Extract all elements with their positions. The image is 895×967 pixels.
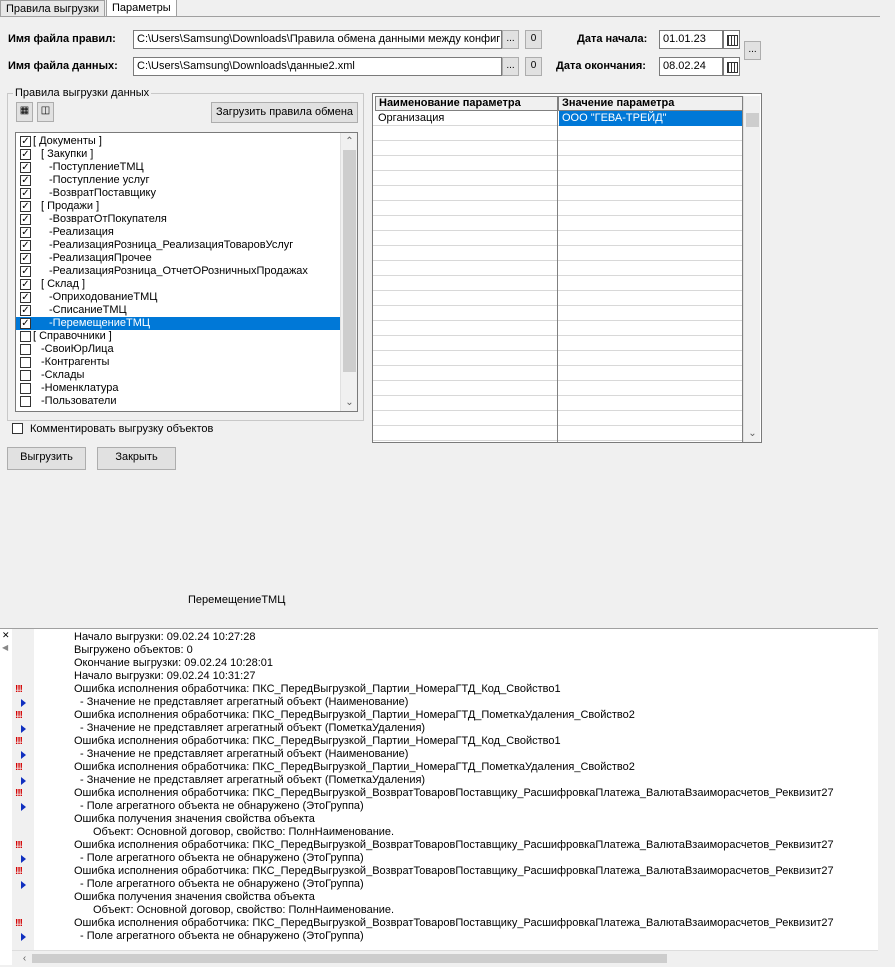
load-rules-button[interactable]: Загрузить правила обмена — [211, 102, 358, 123]
tree-item[interactable] — [16, 356, 341, 369]
grid-row[interactable] — [373, 351, 743, 366]
error-icon: !!! — [15, 866, 22, 877]
tree-item-label: -СписаниеТМЦ — [49, 304, 127, 316]
scroll-down-icon[interactable]: ⌄ — [345, 397, 354, 408]
tree-item-label: -ВозвратПоставщику — [49, 187, 156, 199]
tree-item-checkbox[interactable]: ✓ — [21, 253, 30, 264]
tree-item[interactable] — [16, 369, 341, 382]
tree-item[interactable] — [16, 174, 341, 187]
tree-item-label: -Пользователи — [41, 395, 117, 407]
tree-item-label: [ Закупки ] — [41, 148, 94, 160]
tree-item-label: -ВозвратОтПокупателя — [49, 213, 167, 225]
rules-file-open-button[interactable]: 0 — [525, 30, 542, 49]
parameters-grid[interactable] — [372, 93, 762, 443]
tree-item-checkbox[interactable]: ✓ — [21, 201, 30, 212]
log-line: Объект: Основной договор, свойство: ПолнНаименование. — [93, 826, 395, 838]
tree-item[interactable] — [16, 200, 341, 213]
end-date-label: Дата окончания: — [556, 60, 646, 72]
tree-item[interactable] — [16, 382, 341, 395]
tree-item-label: -СвоиЮрЛица — [41, 343, 114, 355]
message-log[interactable] — [0, 628, 878, 965]
tree-item-checkbox[interactable] — [20, 396, 31, 407]
error-icon: !!! — [15, 918, 22, 929]
data-file-browse-button[interactable]: ... — [502, 57, 519, 76]
log-line: - Поле агрегатного объекта не обнаружено (ЭтоГруппа) — [80, 852, 364, 864]
scroll-left-icon[interactable]: ‹ — [22, 953, 27, 964]
tab-export-rules[interactable]: Правила выгрузки — [0, 0, 105, 17]
log-line: - Поле агрегатного объекта не обнаружено (ЭтоГруппа) — [80, 930, 364, 942]
uncheck-all-icon[interactable]: ◫ — [37, 102, 54, 122]
log-line: - Поле агрегатного объекта не обнаружено (ЭтоГруппа) — [80, 800, 364, 812]
tree-item-label: [ Справочники ] — [33, 330, 112, 342]
log-collapse-icon[interactable]: ◀ — [2, 643, 9, 652]
tree-item-checkbox[interactable]: ✓ — [21, 227, 30, 238]
tree-item[interactable] — [16, 161, 341, 174]
log-line: Ошибка исполнения обработчика: ПКС_ПередВыгрузкой_ВозвратТоваровПоставщику_РасшифровкаПлатежа_ВалютаВзаиморасчетов_Реквизит27 — [74, 787, 834, 799]
tree-item-checkbox[interactable]: ✓ — [21, 318, 30, 329]
grid-scroll-thumb[interactable] — [746, 113, 759, 127]
tree-item-label: [ Склад ] — [41, 278, 86, 290]
detail-arrow-icon — [21, 699, 26, 707]
tree-item-checkbox[interactable]: ✓ — [21, 214, 30, 225]
data-file-input[interactable]: C:\Users\Samsung\Downloads\данные2.xml — [133, 57, 502, 76]
rules-group-title: Правила выгрузки данных — [15, 87, 150, 99]
tree-item[interactable] — [16, 304, 341, 317]
export-button[interactable]: Выгрузить — [7, 447, 86, 470]
tree-item[interactable] — [16, 343, 341, 356]
tree-item-label: -РеализацияРозница_ОтчетОРозничныхПродажах — [49, 265, 308, 277]
comment-export-checkbox[interactable] — [12, 423, 23, 434]
tree-item[interactable] — [16, 330, 341, 343]
tree-item[interactable] — [16, 395, 341, 408]
tree-item-label: -ОприходованиеТМЦ — [49, 291, 158, 303]
rules-file-browse-button[interactable]: ... — [502, 30, 519, 49]
grid-row[interactable] — [373, 171, 743, 186]
grid-row[interactable] — [373, 186, 743, 201]
close-button[interactable]: Закрыть — [97, 447, 176, 470]
log-line: Ошибка получения значения свойства объекта — [74, 813, 315, 825]
grid-row[interactable] — [373, 216, 743, 231]
grid-row[interactable] — [373, 156, 743, 171]
tree-item-checkbox[interactable]: ✓ — [21, 136, 30, 147]
error-icon: !!! — [15, 736, 22, 747]
check-all-icon[interactable]: ▦ — [16, 102, 33, 122]
rules-tree[interactable] — [15, 132, 358, 412]
tree-item[interactable] — [16, 265, 341, 278]
status-text: ПеремещениеТМЦ — [188, 594, 286, 606]
detail-arrow-icon — [21, 751, 26, 759]
tree-item-checkbox[interactable]: ✓ — [21, 162, 30, 173]
tree-item-label: -РеализацияПрочее — [49, 252, 152, 264]
tree-item-checkbox[interactable] — [20, 383, 31, 394]
tree-item-checkbox[interactable] — [20, 344, 31, 355]
tree-item[interactable] — [16, 291, 341, 304]
grid-row[interactable] — [373, 291, 743, 306]
detail-arrow-icon — [21, 933, 26, 941]
tree-item[interactable] — [16, 148, 341, 161]
log-line: - Значение не представляет агрегатный объект (ПометкаУдаления) — [80, 722, 426, 734]
grid-row[interactable] — [373, 336, 743, 351]
tree-item-label: -ПеремещениеТМЦ — [49, 317, 151, 329]
grid-row[interactable] — [373, 426, 743, 441]
tree-item-checkbox[interactable]: ✓ — [21, 149, 30, 160]
tree-item-label: -Склады — [41, 369, 85, 381]
data-file-label: Имя файла данных: — [8, 60, 118, 72]
log-horizontal-scrollbar[interactable] — [12, 950, 878, 965]
log-close-icon[interactable]: ✕ — [2, 630, 10, 640]
tree-item[interactable] — [16, 317, 341, 330]
grid-row[interactable] — [373, 276, 743, 291]
grid-row[interactable] — [373, 366, 743, 381]
tree-item-checkbox[interactable]: ✓ — [21, 266, 30, 277]
grid-row[interactable] — [373, 321, 743, 336]
error-icon: !!! — [15, 710, 22, 721]
grid-scrollbar[interactable] — [743, 96, 760, 442]
tree-item-checkbox[interactable]: ✓ — [21, 240, 30, 251]
tab-divider — [0, 16, 880, 17]
tree-scroll-thumb[interactable] — [343, 150, 356, 372]
tree-item-label: -Номенклатура — [41, 382, 119, 394]
grid-row[interactable] — [373, 396, 743, 411]
grid-row[interactable] — [373, 261, 743, 276]
log-line: - Значение не представляет агрегатный объект (ПометкаУдаления) — [80, 774, 426, 786]
grid-row[interactable] — [373, 306, 743, 321]
param-name-header[interactable]: Наименование параметра — [375, 96, 558, 111]
detail-arrow-icon — [21, 881, 26, 889]
log-line: - Значение не представляет агрегатный объект (Наименование) — [80, 696, 409, 708]
scroll-down-icon[interactable]: ⌄ — [748, 428, 757, 439]
tree-item-checkbox[interactable] — [20, 357, 31, 368]
rules-file-input[interactable]: C:\Users\Samsung\Downloads\Правила обмена данными между конфиг — [133, 30, 502, 49]
grid-row[interactable] — [373, 411, 743, 426]
param-name-cell[interactable]: Организация — [378, 112, 445, 124]
end-date-input[interactable]: 08.02.24 — [659, 57, 723, 76]
tree-item-label: -ПоступлениеТМЦ — [49, 161, 144, 173]
grid-row[interactable] — [373, 111, 743, 126]
tree-item-label: [ Продажи ] — [41, 200, 100, 212]
grid-row[interactable] — [373, 126, 743, 141]
tree-item[interactable] — [16, 226, 341, 239]
end-date-calendar-icon[interactable] — [723, 57, 740, 76]
detail-arrow-icon — [21, 855, 26, 863]
tree-item-checkbox[interactable]: ✓ — [21, 279, 30, 290]
grid-row[interactable] — [373, 231, 743, 246]
log-line: Начало выгрузки: 09.02.24 10:27:28 — [74, 631, 256, 643]
log-line: Окончание выгрузки: 09.02.24 10:28:01 — [74, 657, 273, 669]
tree-item-checkbox[interactable]: ✓ — [21, 305, 30, 316]
start-date-label: Дата начала: — [577, 33, 648, 45]
tree-item[interactable] — [16, 278, 341, 291]
detail-arrow-icon — [21, 777, 26, 785]
tree-item-checkbox[interactable]: ✓ — [21, 175, 30, 186]
start-date-calendar-icon[interactable] — [723, 30, 740, 49]
tree-scrollbar[interactable] — [340, 133, 357, 411]
tree-item-label: -Реализация — [49, 226, 114, 238]
tree-item[interactable] — [16, 135, 341, 148]
log-line: Ошибка исполнения обработчика: ПКС_ПередВыгрузкой_Партии_НомераГТД_Код_Свойство1 — [74, 683, 561, 695]
tree-item-label: -РеализацияРозница_РеализацияТоваровУслуг — [49, 239, 294, 251]
error-icon: !!! — [15, 684, 22, 695]
start-date-input[interactable]: 01.01.23 — [659, 30, 723, 49]
tree-item[interactable] — [16, 252, 341, 265]
log-line: - Значение не представляет агрегатный объект (Наименование) — [80, 748, 409, 760]
tree-item-label: -Контрагенты — [41, 356, 110, 368]
log-scroll-thumb[interactable] — [32, 954, 667, 963]
rules-file-label: Имя файла правил: — [8, 33, 116, 45]
log-line: - Поле агрегатного объекта не обнаружено (ЭтоГруппа) — [80, 878, 364, 890]
error-icon: !!! — [15, 788, 22, 799]
param-value-cell[interactable]: ООО "ГЕВА-ТРЕЙД" — [559, 111, 742, 126]
detail-arrow-icon — [21, 725, 26, 733]
tree-item-checkbox[interactable]: ✓ — [21, 188, 30, 199]
tree-item-checkbox[interactable] — [20, 331, 31, 342]
period-button[interactable]: ... — [744, 41, 761, 60]
log-line: Ошибка получения значения свойства объекта — [74, 891, 315, 903]
log-line: Ошибка исполнения обработчика: ПКС_ПередВыгрузкой_ВозвратТоваровПоставщику_РасшифровкаПлатежа_ВалютаВзаиморасчетов_Реквизит27 — [74, 917, 834, 929]
log-line: Объект: Основной договор, свойство: ПолнНаименование. — [93, 904, 395, 916]
log-line: Ошибка исполнения обработчика: ПКС_ПередВыгрузкой_Партии_НомераГТД_ПометкаУдаления_Свойство2 — [74, 709, 635, 721]
log-line: Начало выгрузки: 09.02.24 10:31:27 — [74, 670, 256, 682]
grid-row[interactable] — [373, 201, 743, 216]
tree-item-label: -Поступление услуг — [49, 174, 150, 186]
detail-arrow-icon — [21, 803, 26, 811]
grid-row[interactable] — [373, 381, 743, 396]
param-value-header[interactable]: Значение параметра — [558, 96, 743, 111]
error-icon: !!! — [15, 762, 22, 773]
data-file-open-button[interactable]: 0 — [525, 57, 542, 76]
log-line: Ошибка исполнения обработчика: ПКС_ПередВыгрузкой_ВозвратТоваровПоставщику_РасшифровкаПлатежа_ВалютаВзаиморасчетов_Реквизит27 — [74, 865, 834, 877]
tree-item[interactable] — [16, 187, 341, 200]
scroll-up-icon[interactable]: ⌃ — [345, 136, 354, 147]
log-line: Ошибка исполнения обработчика: ПКС_ПередВыгрузкой_ВозвратТоваровПоставщику_РасшифровкаПлатежа_ВалютаВзаиморасчетов_Реквизит27 — [74, 839, 834, 851]
tree-item[interactable] — [16, 213, 341, 226]
log-line: Ошибка исполнения обработчика: ПКС_ПередВыгрузкой_Партии_НомераГТД_ПометкаУдаления_Свойство2 — [74, 761, 635, 773]
grid-column-divider — [557, 111, 558, 443]
log-line: Ошибка исполнения обработчика: ПКС_ПередВыгрузкой_Партии_НомераГТД_Код_Свойство1 — [74, 735, 561, 747]
tree-item[interactable] — [16, 239, 341, 252]
tree-item-checkbox[interactable]: ✓ — [21, 292, 30, 303]
error-icon: !!! — [15, 840, 22, 851]
tree-item-label: [ Документы ] — [33, 135, 102, 147]
log-line: Выгружено объектов: 0 — [74, 644, 193, 656]
tab-parameters[interactable]: Параметры — [106, 0, 177, 17]
grid-row[interactable] — [373, 141, 743, 156]
tree-item-checkbox[interactable] — [20, 370, 31, 381]
comment-export-label: Комментировать выгрузку объектов — [30, 423, 214, 435]
grid-row[interactable] — [373, 246, 743, 261]
